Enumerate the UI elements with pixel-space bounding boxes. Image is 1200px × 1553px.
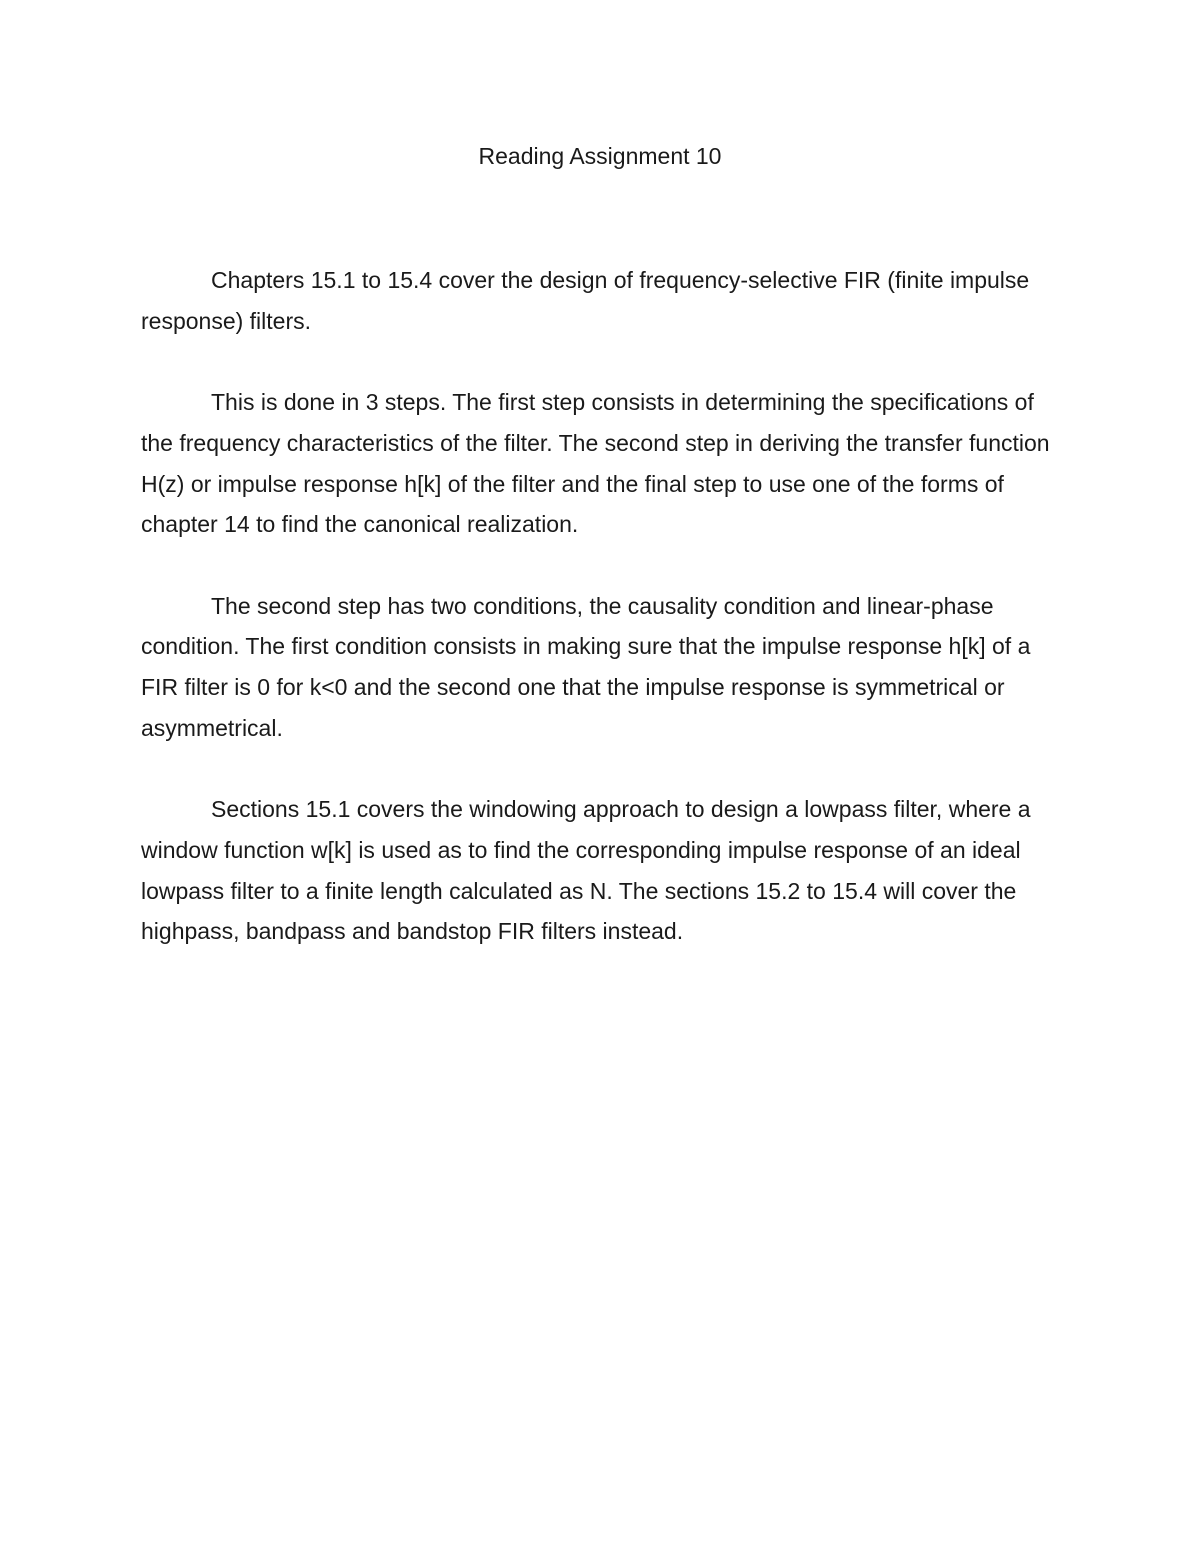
paragraph-sections: Sections 15.1 covers the windowing approach to design a lowpass filter, where a window function w[k] is used as to find the corresponding impulse response of an ideal lowpass filter to a finite length calculated as N. The sections 15.2 to 15.4 will cover the highpass, bandpass and bandstop FIR filters instead. [141, 796, 1031, 945]
paragraph-conditions: The second step has two conditions, the causality condition and linear-phase condition. The first condition consists in making sure that the impulse response h[k] of a FIR filter is 0 for k<0 and the second one that the impulse response is symmetrical or asymmetrical. [141, 592, 1031, 741]
paragraph-steps: This is done in 3 steps. The first step consists in determining the specifications of the frequency characteristics of the filter. The second step in deriving the transfer function H(z) or impulse response h[k] of the filter and the final step to use one of the forms of chapter 14 to find the canonical realization. [141, 389, 1050, 538]
paragraph-intro: Chapters 15.1 to 15.4 cover the design of frequency-selective FIR (finite impulse response) filters. [141, 267, 1030, 334]
document-body [141, 260, 1061, 993]
document-title: Reading Assignment 10 [478, 143, 722, 169]
